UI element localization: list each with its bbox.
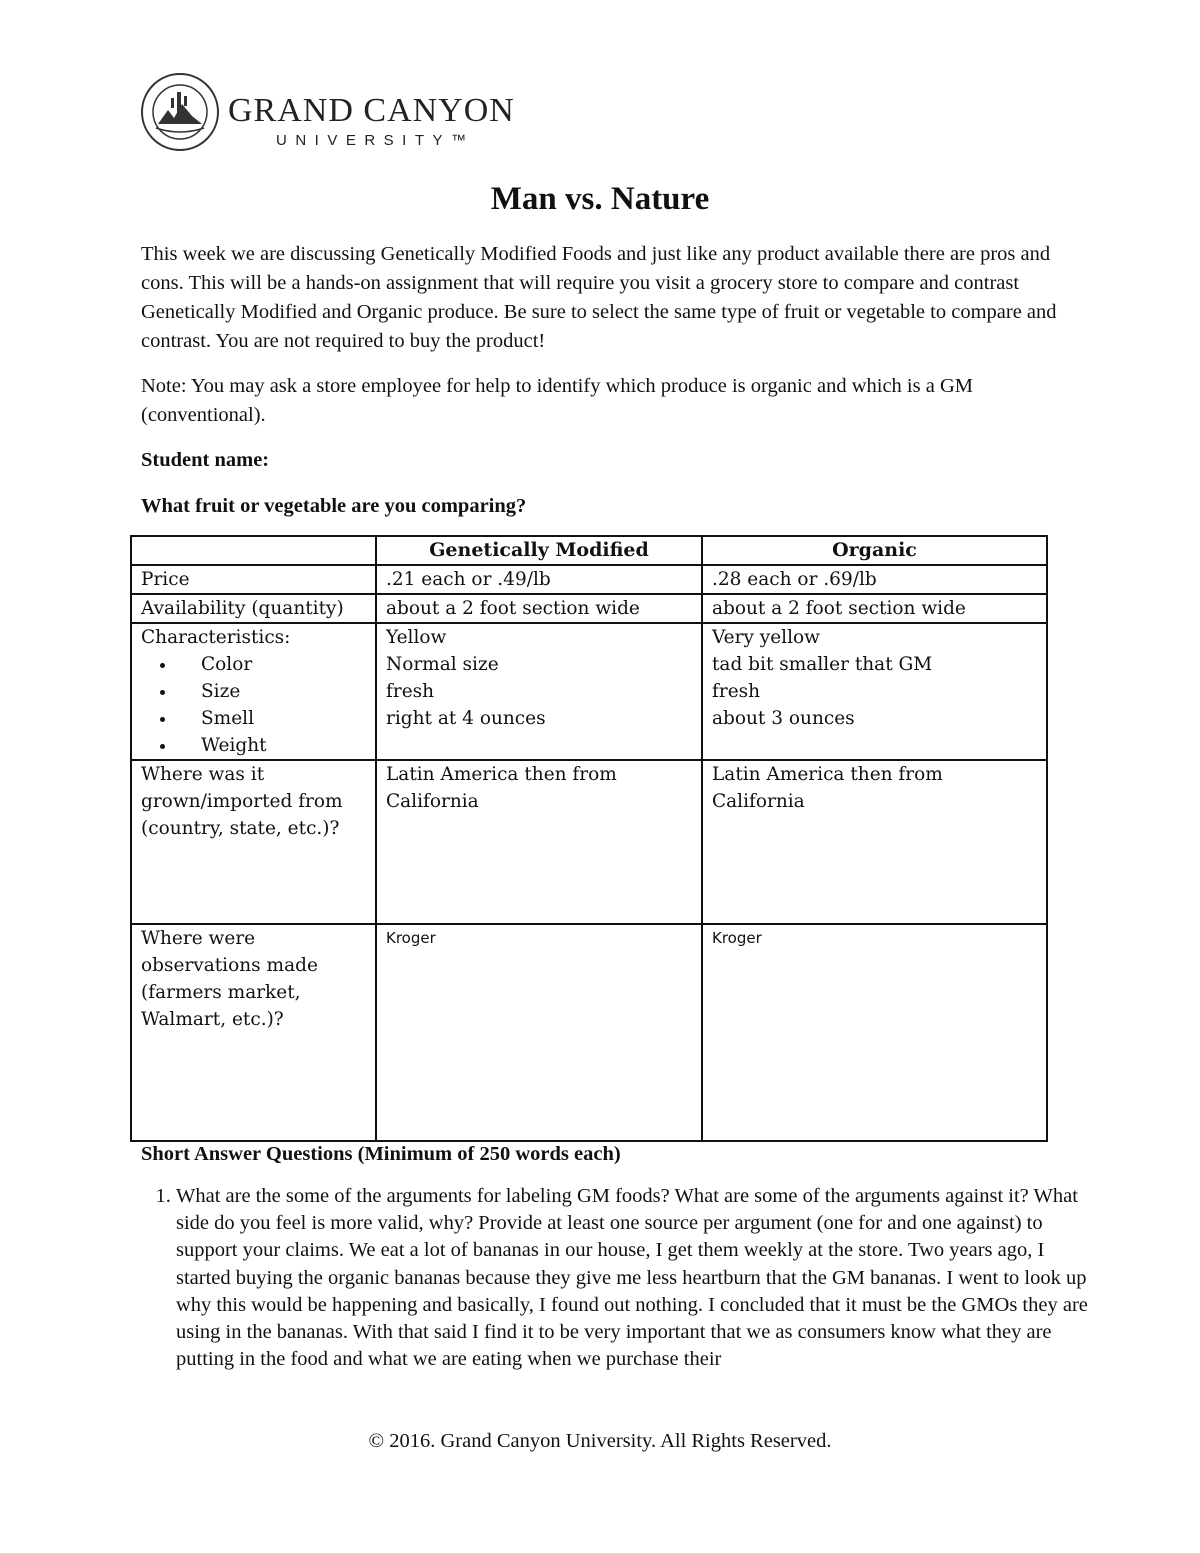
gm-cell: Kroger xyxy=(376,924,702,1141)
student-name-label: Student name: xyxy=(141,449,270,471)
gm-size: Normal size xyxy=(386,654,499,675)
produce-question-label: What fruit or vegetable are you comparing? xyxy=(141,495,527,517)
gm-color: Yellow xyxy=(386,627,447,648)
organic-cell xyxy=(702,623,1047,760)
row-label: Where was it grown/imported from (country, state, etc.)? xyxy=(131,760,376,924)
gm-cell xyxy=(376,623,702,760)
organic-cell: Kroger xyxy=(702,924,1047,1141)
university-seal-icon xyxy=(140,72,220,152)
header-gm: Genetically Modified xyxy=(376,536,702,565)
intro-paragraph: This week we are discussing Genetically Modified Foods and just like any product available there are pros and cons. This will be a hands-on assignment that will require you visit a grocery store to compare and contrast Genetically Modified and Organic produce. Be sure to select the same type of fruit or vegetable to compare and contrast. You are not required to buy the product! xyxy=(141,243,1057,352)
question-list xyxy=(141,1183,1096,1373)
table-header-row xyxy=(131,536,1047,565)
table-row-observations xyxy=(131,924,1047,1141)
comparison-table xyxy=(130,535,1048,1142)
logo-line2: UNIVERSITY™ xyxy=(276,132,475,149)
characteristics-list xyxy=(141,651,366,759)
list-item: • Weight xyxy=(177,732,366,759)
gm-weight: right at 4 ounces xyxy=(386,708,546,729)
organic-smell: fresh xyxy=(712,681,761,702)
gm-cell: about a 2 foot section wide xyxy=(376,594,702,623)
organic-cell: about a 2 foot section wide xyxy=(702,594,1047,623)
note-paragraph: Note: You may ask a store employee for help to identify which produce is organic and which is a GM (conventional). xyxy=(141,375,973,426)
row-label: Price xyxy=(131,565,376,594)
row-label: Availability (quantity) xyxy=(131,594,376,623)
header-blank xyxy=(131,536,376,565)
logo-line1: GRAND CANYON xyxy=(228,92,515,129)
header-organic: Organic xyxy=(702,536,1047,565)
table-row-price xyxy=(131,565,1047,594)
table-row-origin xyxy=(131,760,1047,924)
logo-wordmark xyxy=(228,94,515,149)
short-answer-heading: Short Answer Questions (Minimum of 250 words each) xyxy=(141,1143,621,1165)
organic-cell: Latin America then from California xyxy=(702,760,1047,924)
gm-smell: fresh xyxy=(386,681,435,702)
list-item: • Color xyxy=(177,651,366,678)
organic-cell: .28 each or .69/lb xyxy=(702,565,1047,594)
organic-color: Very yellow xyxy=(712,627,820,648)
list-item: • Size xyxy=(177,678,366,705)
row-label: Where were observations made (farmers market, Walmart, etc.)? xyxy=(131,924,376,1141)
characteristics-label: Characteristics: xyxy=(141,627,291,648)
gm-cell: Latin America then from California xyxy=(376,760,702,924)
university-logo xyxy=(140,72,520,154)
page-title: Man vs. Nature xyxy=(490,181,710,217)
organic-size: tad bit smaller that GM xyxy=(712,654,933,675)
list-item: • Smell xyxy=(177,705,366,732)
copyright-footer: © 2016. Grand Canyon University. All Rights Reserved. xyxy=(368,1430,832,1452)
row-label xyxy=(131,623,376,760)
gm-cell: .21 each or .49/lb xyxy=(376,565,702,594)
table-row-characteristics xyxy=(131,623,1047,760)
organic-weight: about 3 ounces xyxy=(712,708,855,729)
table-row-availability xyxy=(131,594,1047,623)
list-item: 1. What are the some of the arguments for labeling GM foods? What are some of the arguments against it? What side do you feel is more valid, why? Provide at least one source per argument (one for and one against) to support your claims. We eat a lot of bananas in our house, I get them weekly at the store. Two years ago, I started buying the organic bananas because they give me less heartburn that the GM bananas. I went to look up why this would be happening and basically, I found out nothing. I concluded that it must be the GMOs they are using in the bananas. With that said I find it to be very important that we as consumers know what they are putting in the food and what we are eating when we purchase their xyxy=(176,1183,1096,1373)
